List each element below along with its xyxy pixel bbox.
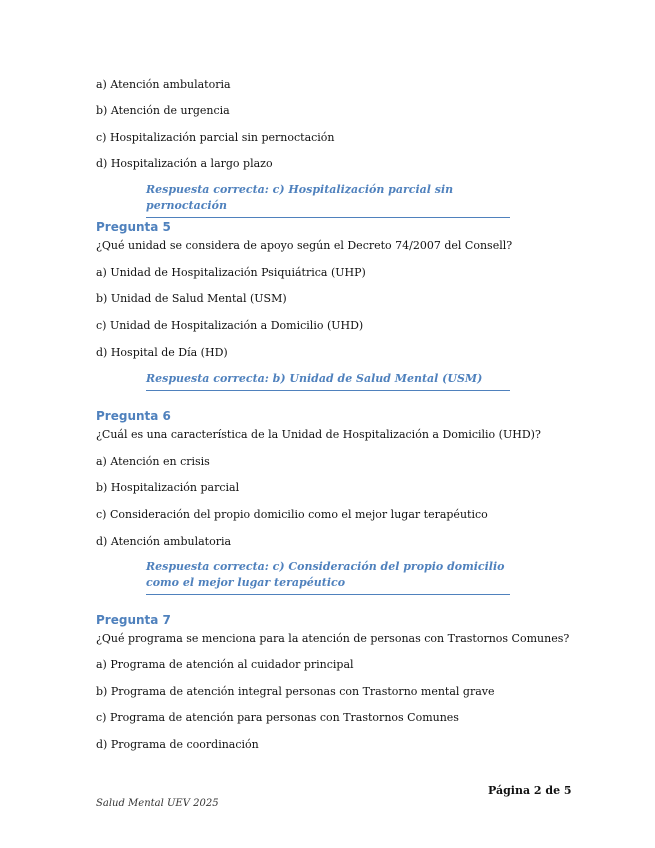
- option-c: c) Consideración del propio domicilio como el mejor lugar terapéutico: [96, 508, 488, 521]
- option-a: a) Programa de atención al cuidador principal: [96, 658, 354, 671]
- option-d: d) Programa de coordinación: [96, 738, 259, 751]
- option-c: c) Hospitalización parcial sin pernoctación: [96, 131, 335, 144]
- option-b: b) Hospitalización parcial: [96, 481, 240, 494]
- correct-answer: Respuesta correcta: c) Consideración del propio domicilio como el mejor lugar terapéutico: [146, 559, 510, 595]
- page-number: Página 2 de 5: [488, 784, 572, 797]
- question-text: ¿Cuál es una característica de la Unidad de Hospitalización a Domicilio (UHD)?: [96, 428, 541, 441]
- option-b: b) Programa de atención integral personas con Trastorno mental grave: [96, 685, 495, 698]
- option-d: d) Atención ambulatoria: [96, 535, 232, 548]
- option-a: a) Unidad de Hospitalización Psiquiátrica (UHP): [96, 266, 366, 279]
- option-d: d) Hospitalización a largo plazo: [96, 157, 273, 170]
- document-footer: Salud Mental UEV 2025: [96, 798, 219, 809]
- question-heading: Pregunta 5: [96, 220, 171, 234]
- option-c: c) Unidad de Hospitalización a Domicilio (UHD): [96, 319, 364, 332]
- option-c: c) Programa de atención para personas con Trastornos Comunes: [96, 711, 459, 724]
- correct-answer: Respuesta correcta: c) Hospitalización parcial sin pernoctación: [146, 182, 510, 218]
- option-b: b) Unidad de Salud Mental (USM): [96, 292, 287, 305]
- option-b: b) Atención de urgencia: [96, 104, 230, 117]
- option-a: a) Atención ambulatoria: [96, 78, 231, 91]
- question-text: ¿Qué programa se menciona para la atención de personas con Trastornos Comunes?: [96, 632, 570, 645]
- question-heading: Pregunta 7: [96, 613, 171, 627]
- correct-answer: Respuesta correcta: b) Unidad de Salud Mental (USM): [146, 371, 510, 391]
- option-a: a) Atención en crisis: [96, 455, 210, 468]
- question-heading: Pregunta 6: [96, 409, 171, 423]
- option-d: d) Hospital de Día (HD): [96, 346, 228, 359]
- question-text: ¿Qué unidad se considera de apoyo según el Decreto 74/2007 del Consell?: [96, 239, 513, 252]
